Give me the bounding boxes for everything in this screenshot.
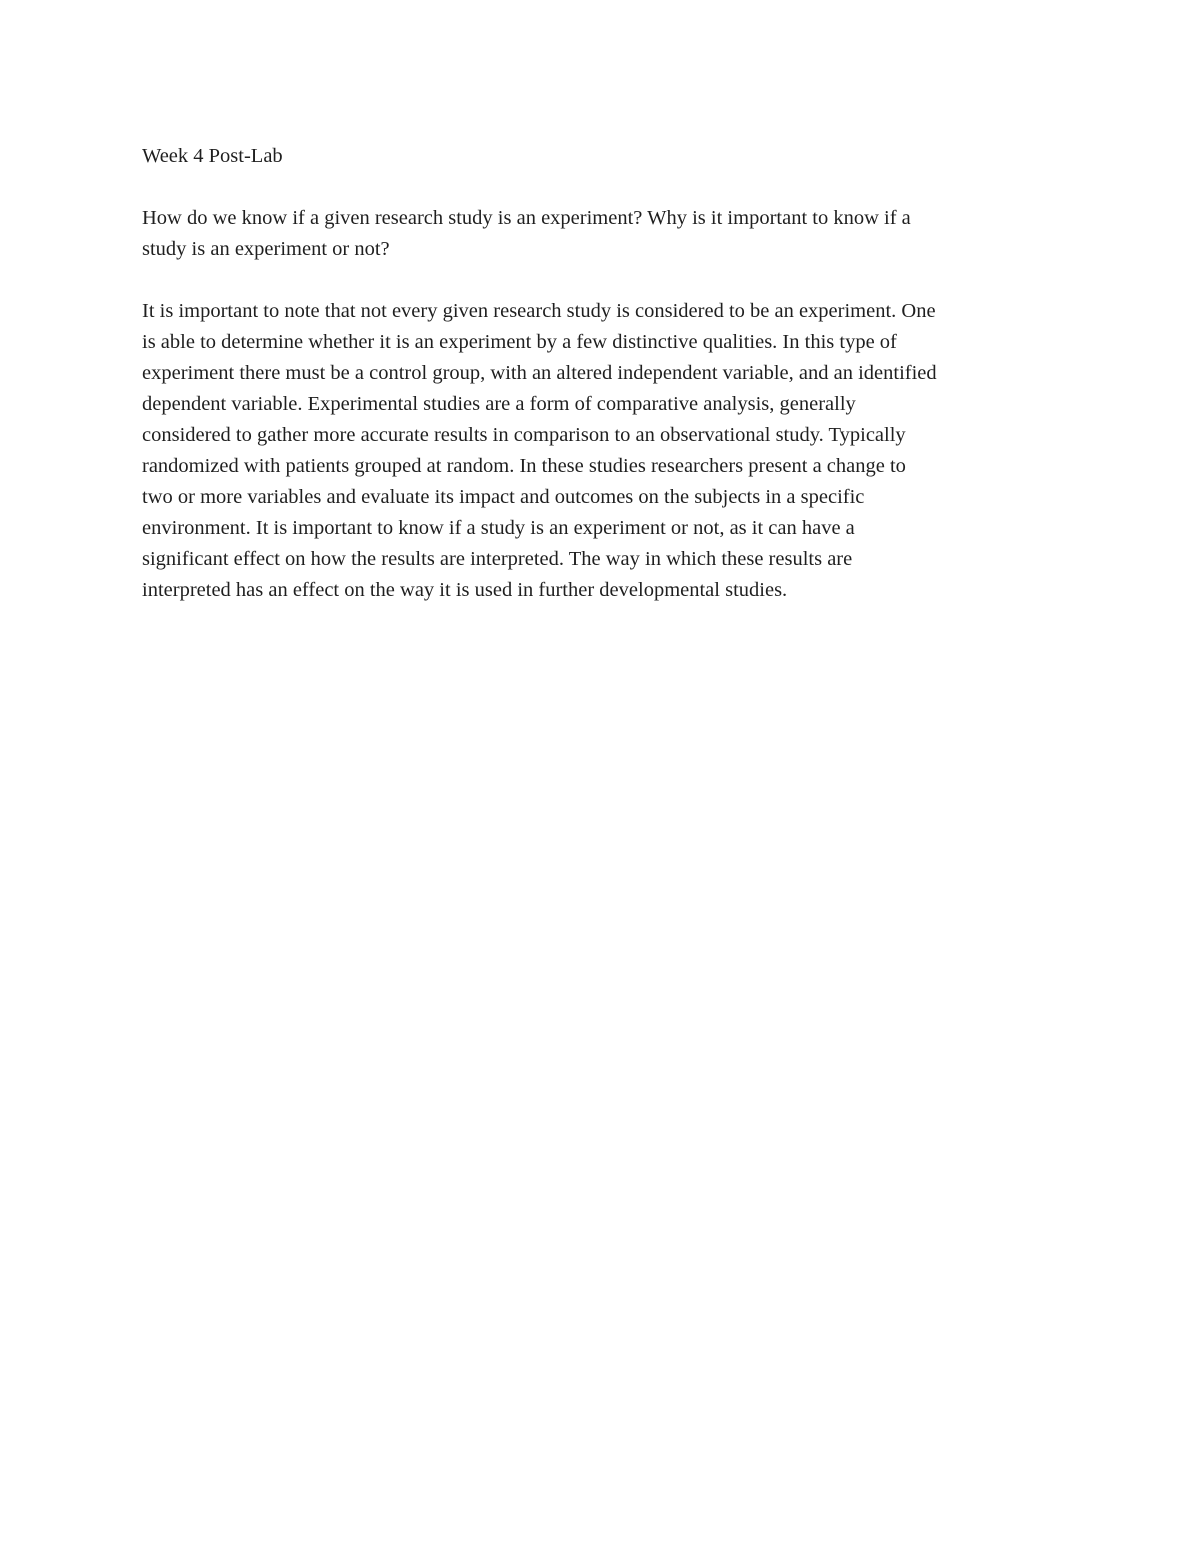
answer-line: significant effect on how the results are interpreted. The way in which these results are	[142, 548, 853, 570]
question-paragraph	[142, 203, 1072, 265]
answer-line: dependent variable. Experimental studies are a form of comparative analysis, generally	[142, 393, 856, 415]
question-line: study is an experiment or not?	[142, 238, 390, 260]
answer-line: It is important to note that not every given research study is considered to be an experiment. One	[142, 300, 936, 322]
answer-line: randomized with patients grouped at random. In these studies researchers present a change to	[142, 455, 906, 477]
answer-line: environment. It is important to know if a study is an experiment or not, as it can have a	[142, 517, 855, 539]
answer-paragraph	[142, 296, 1072, 606]
document-body	[142, 141, 1072, 606]
document-title: Week 4 Post-Lab	[142, 145, 283, 167]
answer-line: considered to gather more accurate results in comparison to an observational study. Typically	[142, 424, 906, 446]
answer-line: experiment there must be a control group, with an altered independent variable, and an identified	[142, 362, 937, 384]
answer-line: is able to determine whether it is an experiment by a few distinctive qualities. In this type of	[142, 331, 897, 353]
question-line: How do we know if a given research study is an experiment? Why is it important to know if a	[142, 207, 911, 229]
answer-line: two or more variables and evaluate its impact and outcomes on the subjects in a specific	[142, 486, 865, 508]
answer-line: interpreted has an effect on the way it is used in further developmental studies.	[142, 579, 788, 601]
